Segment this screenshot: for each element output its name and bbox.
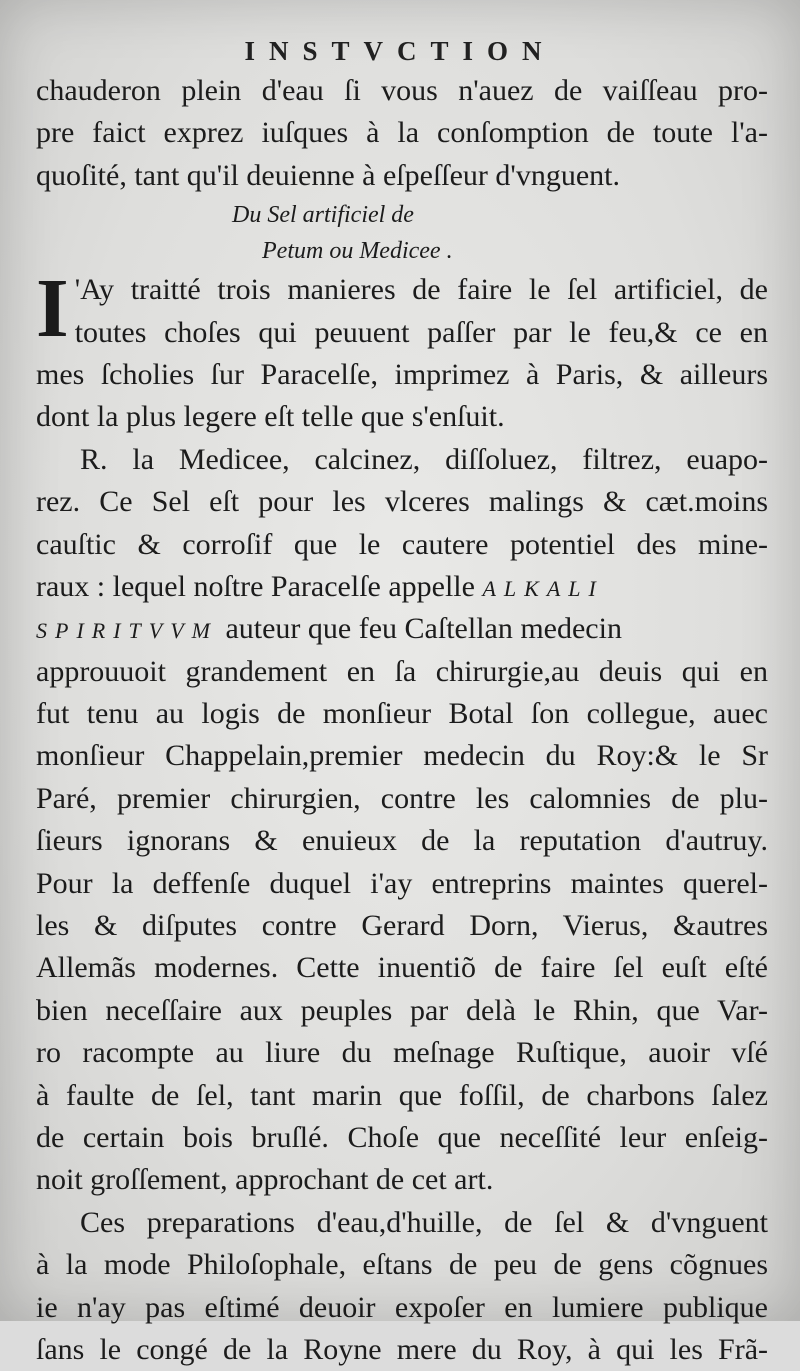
text-line: monſieur Chappelain,premier medecin du Roy:& le Sr [36, 739, 768, 773]
text-line: 'Ay traitté trois manieres de faire le ſel artificiel, de [74, 273, 768, 307]
paragraph-4 [36, 1202, 768, 1371]
text-segment: auteur que feu Caſtellan medecin [225, 612, 622, 646]
text-line: chauderon plein d'eau ſi vous n'auez de vaiſſeau pro- [36, 74, 768, 107]
text-line: mes ſcholies ſur Paracelſe, imprimez à Paris, & ailleurs [36, 357, 768, 391]
text-line: toutes choſes qui peuuent paſſer par le feu,& ce en [74, 315, 768, 349]
section-heading [36, 197, 768, 269]
spaced-term: SPIRITVVM [36, 618, 218, 644]
text-segment: raux : lequel noſtre Paracelſe appelle [36, 569, 475, 603]
text-line: à la mode Philoſophale, eſtans de peu de gens cõgnues [36, 1248, 768, 1282]
text-line [36, 608, 768, 650]
spaced-term: ALKALI [482, 575, 604, 601]
text-line: R. la Medicee, calcinez, diſſoluez, filtrez, euapo- [80, 442, 768, 476]
text-line: Paré, premier chirurgien, contre les calomnies de plu- [36, 781, 768, 815]
text-line: bien neceſſaire aux peuples par delà le Rhin, que Var- [36, 993, 768, 1027]
paragraph-2-continued [36, 354, 768, 439]
text-line: dont la plus legere eſt telle que s'enſuit. [36, 400, 505, 434]
text-line: ie n'ay pas eſtimé deuoir expoſer en lumiere publique [36, 1290, 768, 1324]
text-line: cauſtic & corroſif que le cautere potentiel des mine- [36, 527, 768, 561]
paragraph-1 [36, 70, 768, 197]
paragraph-3 [36, 439, 768, 1202]
text-line: ro racompte au liure du meſnage Ruſtique, auoir vſé [36, 1036, 768, 1070]
text-line: ſieurs ignorans & enuieux de la reputation d'autruy. [36, 824, 768, 858]
paragraph-2 [36, 262, 768, 356]
text-line: noit groſſement, approchant de cet art. [36, 1163, 494, 1197]
text-line: rez. Ce Sel eſt pour les vlceres malings & cæt.moins [36, 485, 768, 519]
text-line: Allemãs modernes. Cette inuentiõ de faire ſel euſt eſté [36, 951, 768, 985]
text-line: de certain bois bruſlé. Choſe que neceſſité leur enſeig- [36, 1120, 768, 1154]
text-line: pre faict exprez iuſques à la conſomption de toute l'a- [36, 116, 768, 150]
text-line: les & diſputes contre Gerard Dorn, Vierus, &autres [36, 909, 768, 943]
text-line: Ces preparations d'eau,d'huille, de ſel & d'vnguent [80, 1205, 768, 1239]
text-line: fut tenu au logis de monſieur Botal ſon collegue, auec [36, 697, 768, 731]
text-line: ſans le congé de la Royne mere du Roy, à qui les Frã- [36, 1332, 768, 1366]
text-line: à faulte de ſel, tant marin que foſſil, de charbons ſalez [36, 1078, 768, 1112]
heading-line: Du Sel artificiel de [232, 202, 414, 229]
running-head: INSTVCTION [244, 36, 556, 66]
text-line: approuuoit grandement en ſa chirurgie,au deuis qui en [36, 654, 768, 688]
drop-cap: I [36, 262, 69, 356]
text-line [36, 566, 768, 608]
body-text [36, 70, 768, 1371]
text-line: Pour la deffenſe duquel i'ay entreprins maintes querel- [36, 866, 768, 900]
text-line: quoſité, tant qu'il deuienne à eſpeſſeur d'vnguent. [36, 158, 620, 192]
heading-line: Petum ou Medicee . [262, 238, 453, 265]
